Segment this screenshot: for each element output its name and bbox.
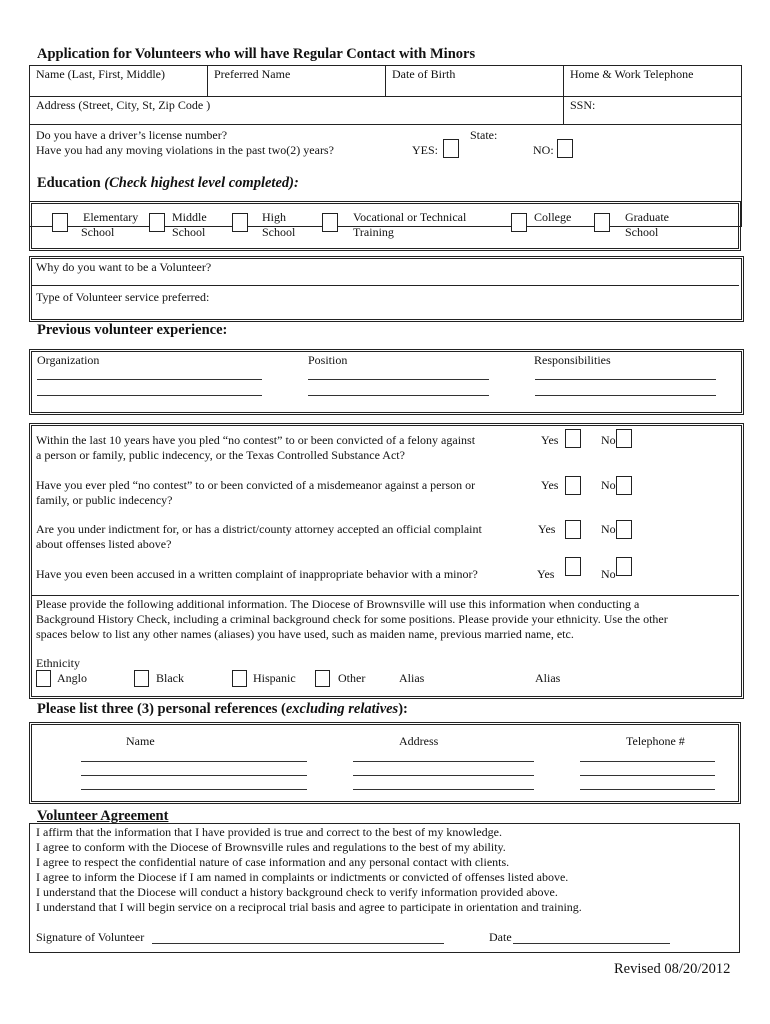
q3-yes-label: Yes bbox=[538, 522, 556, 536]
edu-graduate-label2: School bbox=[625, 225, 659, 239]
ref-name-line-3[interactable] bbox=[81, 789, 307, 790]
q1-yes-label: Yes bbox=[541, 433, 559, 447]
ref-phone-line-3[interactable] bbox=[580, 789, 715, 790]
edu-high-checkbox[interactable] bbox=[232, 213, 248, 232]
col-position: Position bbox=[308, 353, 348, 367]
q2-yes-checkbox[interactable] bbox=[565, 476, 581, 495]
q3-yes-checkbox[interactable] bbox=[565, 520, 581, 539]
edu-graduate-checkbox[interactable] bbox=[594, 213, 610, 232]
alias-field-1[interactable]: Alias bbox=[399, 671, 425, 685]
ethnicity-label: Ethnicity bbox=[36, 656, 80, 670]
col-ref-name: Name bbox=[126, 734, 155, 748]
ref-phone-line-2[interactable] bbox=[580, 775, 715, 776]
edu-college-checkbox[interactable] bbox=[511, 213, 527, 232]
ref-name-line-2[interactable] bbox=[81, 775, 307, 776]
agreement-line-5: I understand that the Diocese will conduct a history background check to verify information provided above. bbox=[36, 885, 558, 899]
position-line-1[interactable] bbox=[308, 379, 489, 380]
preferred-name-field[interactable]: Preferred Name bbox=[214, 67, 291, 81]
question-1-line2: a person or family, public indecency, or the Texas Controlled Substance Act? bbox=[36, 448, 405, 462]
state-field[interactable]: State: bbox=[470, 128, 498, 142]
edu-college-label: College bbox=[534, 210, 572, 224]
date-line[interactable] bbox=[513, 943, 670, 944]
ethnicity-other-label: Other bbox=[338, 671, 366, 685]
agreement-line-3: I agree to respect the confidential nature of case information and any personal contact with clients. bbox=[36, 855, 510, 869]
org-line-1[interactable] bbox=[37, 379, 262, 380]
signature-label: Signature of Volunteer bbox=[36, 930, 145, 944]
responsibilities-line-1[interactable] bbox=[535, 379, 716, 380]
signature-line[interactable] bbox=[152, 943, 444, 944]
ethnicity-hispanic-label: Hispanic bbox=[253, 671, 296, 685]
ethnicity-other-checkbox[interactable] bbox=[315, 670, 330, 687]
ref-name-line-1[interactable] bbox=[81, 761, 307, 762]
q4-no-checkbox[interactable] bbox=[616, 557, 632, 576]
col-ref-telephone: Telephone # bbox=[626, 734, 685, 748]
agreement-line-4: I agree to inform the Diocese if I am named in complaints or indictments or convicted of offenses listed above. bbox=[36, 870, 569, 884]
q2-no-label: No bbox=[601, 478, 616, 492]
edu-middle-checkbox[interactable] bbox=[149, 213, 165, 232]
name-field[interactable]: Name (Last, First, Middle) bbox=[36, 67, 165, 81]
ethnicity-anglo-checkbox[interactable] bbox=[36, 670, 51, 687]
telephone-field[interactable]: Home & Work Telephone bbox=[570, 67, 694, 81]
question-2-line2: family, or public indecency? bbox=[36, 493, 173, 507]
question-3: Are you under indictment for, or has a district/county attorney accepted an official complaint bbox=[36, 522, 482, 536]
q2-no-checkbox[interactable] bbox=[616, 476, 632, 495]
edu-vocational-checkbox[interactable] bbox=[322, 213, 338, 232]
references-heading: Please list three (3) personal references (excluding relatives): bbox=[37, 701, 408, 717]
q4-yes-checkbox[interactable] bbox=[565, 557, 581, 576]
col-ref-address: Address bbox=[399, 734, 439, 748]
question-4: Have you even been accused in a written complaint of inappropriate behavior with a minor? bbox=[36, 567, 478, 581]
ref-address-line-1[interactable] bbox=[353, 761, 534, 762]
responsibilities-line-2[interactable] bbox=[535, 395, 716, 396]
agreement-line-6: I understand that I will begin service on a reciprocal trial basis and agree to participate in orientation and training. bbox=[36, 900, 582, 914]
background-info-line2: Background History Check, including a criminal background check for some positions. Please provide your ethnicity. Use the other bbox=[36, 612, 668, 626]
background-questions-box bbox=[29, 423, 744, 699]
violations-no-checkbox[interactable] bbox=[557, 139, 573, 158]
edu-vocational-label2: Training bbox=[353, 225, 394, 239]
date-label: Date bbox=[489, 930, 512, 944]
violations-no-label: NO: bbox=[533, 143, 554, 157]
dob-field[interactable]: Date of Birth bbox=[392, 67, 456, 81]
education-heading: Education (Check highest level completed): bbox=[37, 175, 299, 191]
q4-no-label: No bbox=[601, 567, 616, 581]
org-line-2[interactable] bbox=[37, 395, 262, 396]
violations-yes-label: YES: bbox=[412, 143, 439, 157]
why-volunteer-field[interactable]: Why do you want to be a Volunteer? bbox=[36, 260, 212, 274]
background-info-line1: Please provide the following additional information. The Diocese of Brownsville will use this information when conducting a bbox=[36, 597, 640, 611]
q3-no-checkbox[interactable] bbox=[616, 520, 632, 539]
previous-experience-box bbox=[29, 349, 744, 415]
ethnicity-black-label: Black bbox=[156, 671, 184, 685]
edu-elementary-checkbox[interactable] bbox=[52, 213, 68, 232]
q3-no-label: No bbox=[601, 522, 616, 536]
form-title: Application for Volunteers who will have Regular Contact with Minors bbox=[37, 46, 476, 62]
edu-high-label: High bbox=[262, 210, 286, 224]
previous-experience-heading: Previous volunteer experience: bbox=[37, 322, 228, 338]
col-organization: Organization bbox=[37, 353, 100, 367]
question-1: Within the last 10 years have you pled “no contest” to or been convicted of a felony against bbox=[36, 433, 476, 447]
ref-address-line-2[interactable] bbox=[353, 775, 534, 776]
edu-vocational-label: Vocational or Technical bbox=[353, 210, 467, 224]
address-field[interactable]: Address (Street, City, St, Zip Code ) bbox=[36, 98, 211, 112]
ssn-field[interactable]: SSN: bbox=[570, 98, 596, 112]
license-question: Do you have a driver’s license number? bbox=[36, 128, 228, 142]
q2-yes-label: Yes bbox=[541, 478, 559, 492]
agreement-line-2: I agree to conform with the Diocese of Brownsville rules and regulations to the best of my ability. bbox=[36, 840, 506, 854]
edu-high-label2: School bbox=[262, 225, 296, 239]
edu-middle-label2: School bbox=[172, 225, 206, 239]
service-type-field[interactable]: Type of Volunteer service preferred: bbox=[36, 290, 210, 304]
revision-date: Revised 08/20/2012 bbox=[614, 961, 731, 977]
edu-elementary-label: Elementary bbox=[83, 210, 139, 224]
q4-yes-label: Yes bbox=[537, 567, 555, 581]
violations-yes-checkbox[interactable] bbox=[443, 139, 459, 158]
background-info-line3: spaces below to list any other names (aliases) you have used, such as maiden name, previous married name, etc. bbox=[36, 627, 574, 641]
q1-yes-checkbox[interactable] bbox=[565, 429, 581, 448]
edu-graduate-label: Graduate bbox=[625, 210, 669, 224]
ref-phone-line-1[interactable] bbox=[580, 761, 715, 762]
question-3-line2: about offenses listed above? bbox=[36, 537, 172, 551]
violations-question: Have you had any moving violations in the past two(2) years? bbox=[36, 143, 334, 157]
ref-address-line-3[interactable] bbox=[353, 789, 534, 790]
alias-field-2[interactable]: Alias bbox=[535, 671, 561, 685]
agreement-line-1: I affirm that the information that I have provided is true and correct to the best of my knowledge. bbox=[36, 825, 502, 839]
edu-middle-label: Middle bbox=[172, 210, 207, 224]
question-2: Have you ever pled “no contest” to or been convicted of a misdemeanor against a person or bbox=[36, 478, 476, 492]
ethnicity-anglo-label: Anglo bbox=[57, 671, 87, 685]
q1-no-checkbox[interactable] bbox=[616, 429, 632, 448]
ethnicity-black-checkbox[interactable] bbox=[134, 670, 149, 687]
agreement-heading: Volunteer Agreement bbox=[37, 808, 169, 824]
ethnicity-hispanic-checkbox[interactable] bbox=[232, 670, 247, 687]
q1-no-label: No bbox=[601, 433, 616, 447]
position-line-2[interactable] bbox=[308, 395, 489, 396]
edu-elementary-label2: School bbox=[81, 225, 115, 239]
col-responsibilities: Responsibilities bbox=[534, 353, 611, 367]
